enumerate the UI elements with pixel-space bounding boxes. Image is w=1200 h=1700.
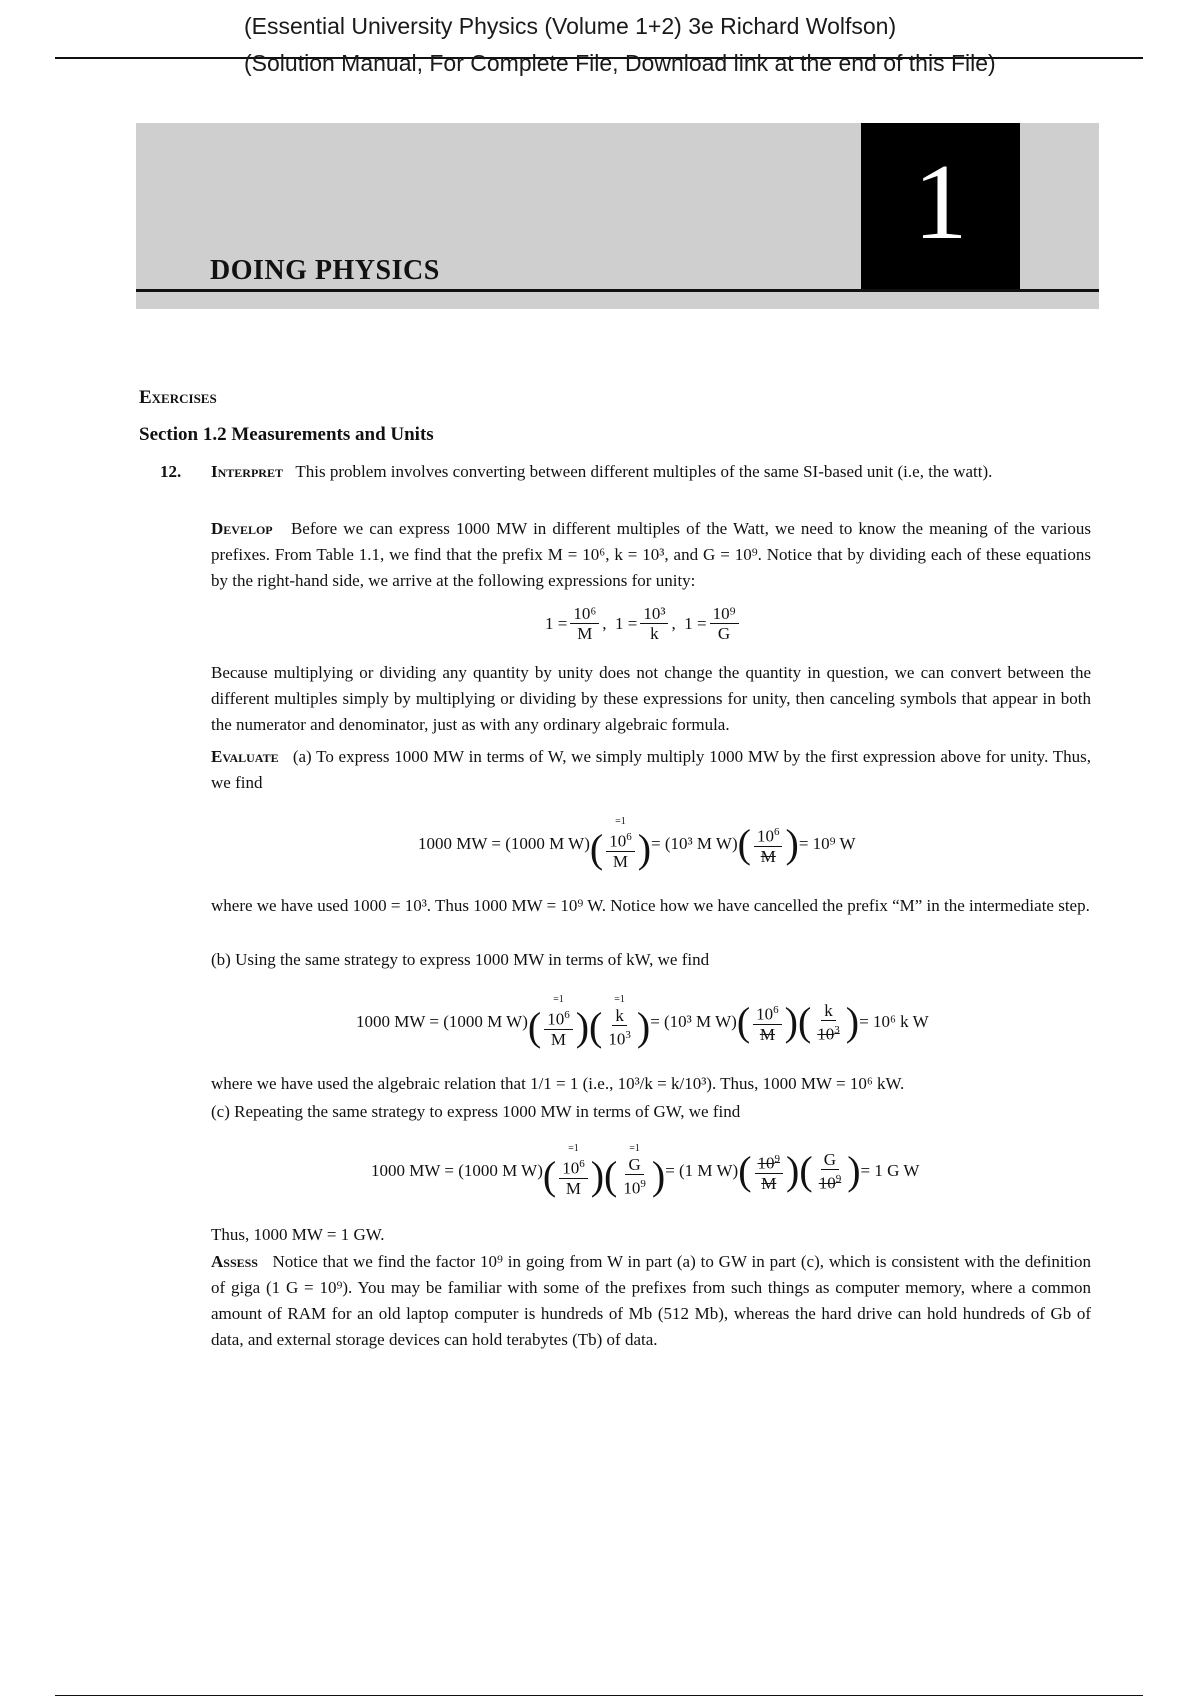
because-paragraph: Because multiplying or dividing any quantity by unity does not change the quantity in question, we can convert between the different multiples simply by multiplying or dividing by these expressions for unity, then canceling symbols that appear in both the numerator and denominator, just as with any ordinary algebraic formula.: [211, 663, 1091, 734]
after-b-paragraph: where we have used the algebraic relation that 1/1 = 1 (i.e., 10³/k = k/10³). Thus, 1000 MW = 10⁶ kW.: [211, 1074, 905, 1093]
chapter-banner: [136, 123, 1099, 309]
interpret-paragraph: [211, 459, 1091, 485]
document-header-title: (Essential University Physics (Volume 1+2) 3e Richard Wolfson): [244, 13, 897, 39]
equation-a: 1000 MW = (1000 M W) =1 ( $\frac{10^6}{M}$ ) = (10³ M W) ( $\frac{10^6}{M}$ ) = 10⁹ W: [418, 816, 856, 872]
assess-label: Assess: [211, 1252, 258, 1271]
chapter-title: DOING PHYSICS: [210, 255, 440, 286]
assess-paragraph: [211, 1249, 1091, 1353]
part-c-paragraph: (c) Repeating the same strategy to express 1000 MW in terms of GW, we find: [211, 1102, 741, 1121]
problem-number: 12.: [160, 462, 182, 481]
equation-c: 1000 MW = (1000 M W) =1 ( $\frac{10^6}{M}$ ) =1 ( $\frac{G}{10^9}$ ) = (1 M W) ( $\frac{10^9}{M}$ ) ( $\frac{G}{10^9}$ ) = 1 G W: [371, 1143, 920, 1199]
exercises-heading: Exercises: [139, 387, 217, 408]
develop-paragraph: [211, 516, 1091, 594]
evaluate-label: Evaluate: [211, 747, 279, 766]
part-b-paragraph: (b) Using the same strategy to express 1000 MW in terms of kW, we find: [211, 950, 710, 969]
after-a-paragraph: where we have used 1000 = 10³. Thus 1000 MW = 10⁹ W. Notice how we have cancelled the prefix “M” in the intermediate step.: [211, 896, 1090, 915]
evaluate-paragraph: [211, 744, 1091, 796]
equation-b: 1000 MW = (1000 M W) =1 ( $\frac{10^6}{M}$ ) =1 ( $\frac{k}{10^3}$ ) = (10³ M W) ( $\frac{10^6}{M}$ ) ( $\frac{k}{10^3}$ ) = 10⁶ k W: [356, 994, 929, 1050]
footer-rule: [55, 1695, 1143, 1696]
assess-text: Notice that we find the factor 10⁹ in going from W in part (a) to GW in part (c), which is consistent with the definition of giga (1 G = 10⁹). You may be familiar with some of the prefixes from such things as computer memory, where a common amount of RAM for an old laptop computer is hundreds of Mb (512 Mb), whereas the hard drive can hold hundreds of Gb of data, and external storage devices can hold terabytes (Tb) of data.: [211, 1252, 1092, 1349]
section-heading: Section 1.2 Measurements and Units: [139, 424, 434, 445]
develop-label: Develop: [211, 519, 273, 538]
develop-text: Before we can express 1000 MW in different multiples of the Watt, we need to know the meaning of the various prefixes. From Table 1.1, we find that the prefix M = 10⁶, k = 10³, and G = 10⁹. Notice that by dividing each of these equations by the right-hand side, we arrive at the following expressions for unity:: [211, 519, 1092, 590]
document-header-subtitle: (Solution Manual, For Complete File, Download link at the end of this File): [244, 50, 996, 76]
interpret-text: This problem involves converting between different multiples of the same SI-based unit (i.e, the watt).: [295, 462, 993, 481]
after-c-paragraph: Thus, 1000 MW = 1 GW.: [211, 1225, 385, 1244]
unity-equations: 1 = $\frac{\text{10⁶}}{M}$ , 1 = $\frac{\text{10³}}{k}$ , 1 = $\frac{\text{10⁹}}{G}$: [545, 604, 742, 643]
banner-rule: [136, 289, 1099, 292]
evaluate-a-text: (a) To express 1000 MW in terms of W, we simply multiply 1000 MW by the first expression above for unity. Thus, we find: [211, 747, 1091, 792]
chapter-number: 1: [861, 123, 1020, 289]
interpret-label: Interpret: [211, 462, 283, 481]
